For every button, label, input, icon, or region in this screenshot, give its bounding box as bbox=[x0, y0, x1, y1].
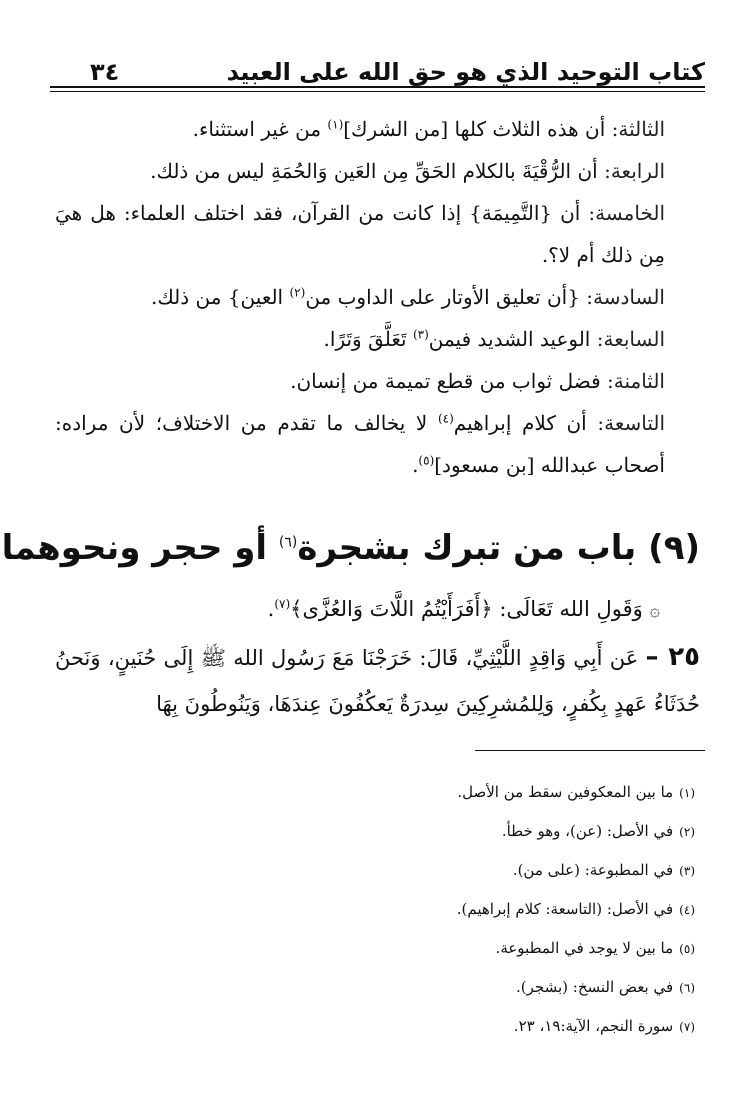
footnote-ref[interactable]: (٧) bbox=[274, 597, 291, 611]
footnote-item bbox=[55, 773, 695, 812]
paragraph-label: السادسة: bbox=[586, 285, 665, 309]
hadith-text: عَن أَبِي وَاقِدٍ اللَّيْثِيِّ، قَالَ: خَرَجْنَا مَعَ رَسُول الله ﷺ إِلَى حُنَينٍ، وَنَحنُ حُدَثَاءُ عَهدٍ بِكُفرٍ، وَلِلمُشرِكِينَ سِدرَةٌ يَعكُفُونَ عِندَهَا، وَيَنُوطُونَ بِهَا bbox=[55, 646, 700, 716]
paragraph-label: الثالثة: bbox=[611, 117, 665, 141]
chapter-title-text: أو حجر ونحوهما bbox=[1, 528, 268, 568]
footnote-text: في المطبوعة: (على من). bbox=[512, 861, 674, 879]
footnote-text: في الأصل: (عن)، وهو خطأ. bbox=[501, 822, 674, 840]
paragraph-label: الرابعة: bbox=[604, 159, 665, 183]
footnote-item bbox=[55, 812, 695, 851]
footnote-text: ما بين لا يوجد في المطبوعة. bbox=[495, 939, 674, 957]
footnote-ref[interactable]: (٥) bbox=[418, 453, 435, 468]
footnote-text: سورة النجم، الآية:١٩، ٢٣. bbox=[513, 1017, 674, 1035]
paragraph-text: تَعَلَّقَ وَتَرًا. bbox=[323, 327, 407, 351]
paragraph-sixth bbox=[55, 276, 700, 318]
header-rule-thin bbox=[50, 91, 705, 92]
quote-end: . bbox=[267, 597, 275, 621]
paragraph-text: لا يخالف ما تقدم من الاختلاف؛ لأن مراده: أصحاب عبدالله [بن مسعود] bbox=[55, 411, 665, 477]
footnote-number: (١) bbox=[679, 786, 695, 800]
header-rule-thick bbox=[50, 86, 705, 88]
paragraph-text: العين} من ذلك. bbox=[150, 285, 284, 309]
paragraph-label: التاسعة: bbox=[597, 411, 666, 435]
paragraph-text: . bbox=[412, 453, 419, 477]
footnote-number: (٢) bbox=[679, 825, 695, 839]
paragraph-text: أن الرُّقْيَةَ بالكلام الحَقِّ مِن العَين وَالحُمَةِ ليس من ذلك. bbox=[150, 159, 598, 183]
footnote-ref[interactable]: (٣) bbox=[412, 327, 429, 342]
paragraph-label: الخامسة: bbox=[588, 201, 666, 225]
ornament-icon: ۞ bbox=[649, 600, 660, 621]
paragraph-ninth bbox=[55, 402, 700, 486]
paragraph-label: السابعة: bbox=[596, 327, 665, 351]
quote-text: وَقَولِ الله تَعَالَى: ﴿أَفَرَأَيْتُمُ اللَّاتَ وَالعُزَّى﴾ bbox=[290, 597, 643, 621]
book-title: كتاب التوحيد الذي هو حق الله على العبيد bbox=[226, 58, 705, 86]
footnote-item bbox=[55, 968, 695, 1007]
header-rule bbox=[50, 86, 705, 96]
footnote-text: في الأصل: (التاسعة: كلام إبراهيم). bbox=[456, 900, 674, 918]
hadith-block bbox=[55, 634, 700, 727]
paragraph-fourth bbox=[55, 150, 700, 192]
paragraph-eighth bbox=[55, 360, 700, 402]
footnote-text: ما بين المعكوفين سقط من الأصل. bbox=[457, 783, 674, 801]
footnote-item bbox=[55, 1007, 695, 1046]
footnotes-list bbox=[55, 773, 695, 1046]
footnote-number: (٧) bbox=[679, 1020, 695, 1034]
paragraph-text: الوعيد الشديد فيمن bbox=[428, 327, 591, 351]
footnote-number: (٥) bbox=[679, 942, 695, 956]
paragraph-text: فضل ثواب من قطع تميمة من إنسان. bbox=[290, 369, 601, 393]
quran-quote bbox=[55, 588, 700, 632]
paragraph-label: الثامنة: bbox=[607, 369, 665, 393]
chapter-heading bbox=[1, 522, 700, 574]
paragraph-text: أن {التَّمِيمَة} إذا كانت من القرآن، فقد اختلف العلماء: هل هيَ مِن ذلك أم لا؟. bbox=[55, 201, 665, 267]
footnote-text: في بعض النسخ: (بشجر). bbox=[516, 978, 674, 996]
paragraph-text: {أن تعليق الأوتار على الداوب من bbox=[305, 285, 580, 309]
footnote-ref[interactable]: (١) bbox=[327, 117, 344, 132]
paragraph-third bbox=[55, 108, 700, 150]
footnote-separator bbox=[475, 750, 705, 751]
paragraph-seventh bbox=[55, 318, 700, 360]
footnote-number: (٦) bbox=[679, 981, 695, 995]
paragraph-text: من غير استثناء. bbox=[192, 117, 322, 141]
footnote-ref[interactable]: (٦) bbox=[278, 534, 298, 551]
footnote-item bbox=[55, 929, 695, 968]
paragraph-text: أن هذه الثلاث كلها [من الشرك] bbox=[343, 117, 606, 141]
chapter-number: (٩) bbox=[648, 528, 700, 568]
chapter-title-text: باب من تبرك بشجرة bbox=[297, 528, 637, 568]
footnote-ref[interactable]: (٤) bbox=[437, 411, 454, 426]
hadith-number: ٢٥ – bbox=[645, 642, 700, 672]
main-text bbox=[55, 108, 700, 486]
footnote-number: (٤) bbox=[679, 903, 695, 917]
footnote-number: (٣) bbox=[679, 864, 695, 878]
page-number: ٣٤ bbox=[90, 58, 120, 86]
paragraph-text: أن كلام إبراهيم bbox=[453, 411, 587, 435]
paragraph-fifth bbox=[55, 192, 700, 276]
footnote-item bbox=[55, 851, 695, 890]
footnote-item bbox=[55, 890, 695, 929]
footnote-ref[interactable]: (٢) bbox=[289, 285, 306, 300]
